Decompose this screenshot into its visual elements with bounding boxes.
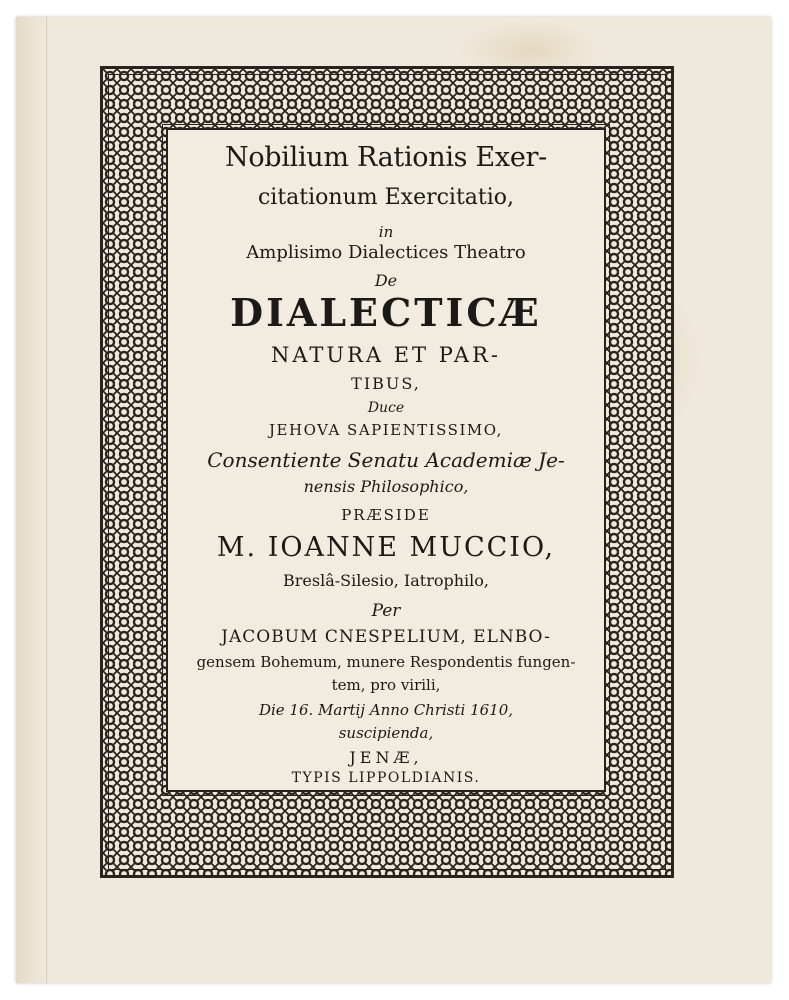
title-suscipienda: suscipienda, bbox=[338, 724, 434, 742]
title-jenae: JENÆ, bbox=[349, 748, 423, 767]
title-typis: TYPIS LIPPOLDIANIS. bbox=[291, 770, 481, 786]
title-de: De bbox=[374, 271, 398, 290]
title-duce: Duce bbox=[367, 400, 405, 416]
title-natura: NATURA ET PAR- bbox=[270, 343, 502, 367]
title-muccio: M. IOANNE MUCCIO, bbox=[216, 532, 556, 563]
binding-spine bbox=[16, 17, 47, 983]
title-pro-virili: tem, pro virili, bbox=[331, 676, 441, 694]
title-in: in bbox=[378, 223, 394, 241]
title-nensis: nensis Philosophico, bbox=[303, 477, 469, 496]
title-line-2: citationum Exercitatio, bbox=[257, 185, 515, 210]
title-theatro: Amplisimo Dialectices Theatro bbox=[246, 242, 526, 263]
title-consentiente: Consentiente Senatu Academiæ Je- bbox=[207, 448, 565, 472]
title-date: Die 16. Martij Anno Christi 1610, bbox=[258, 701, 514, 719]
title-cnespelium: JACOBUM CNESPELIUM, ELNBO- bbox=[221, 627, 551, 647]
title-praeside: PRÆSIDE bbox=[341, 506, 431, 524]
title-jehova: JEHOVA SAPIENTISSIMO, bbox=[269, 421, 503, 439]
title-per: Per bbox=[371, 601, 401, 621]
title-gensem: gensem Bohemum, munere Respondentis fungen- bbox=[196, 653, 576, 671]
title-bresla: Breslâ-Silesio, Iatrophilo, bbox=[282, 571, 489, 590]
title-line-1: Nobilium Rationis Exer- bbox=[225, 142, 547, 173]
title-dialecticae: DIALECTICÆ bbox=[230, 290, 542, 335]
title-panel bbox=[166, 128, 606, 792]
title-tibus: TIBUS, bbox=[351, 374, 421, 393]
